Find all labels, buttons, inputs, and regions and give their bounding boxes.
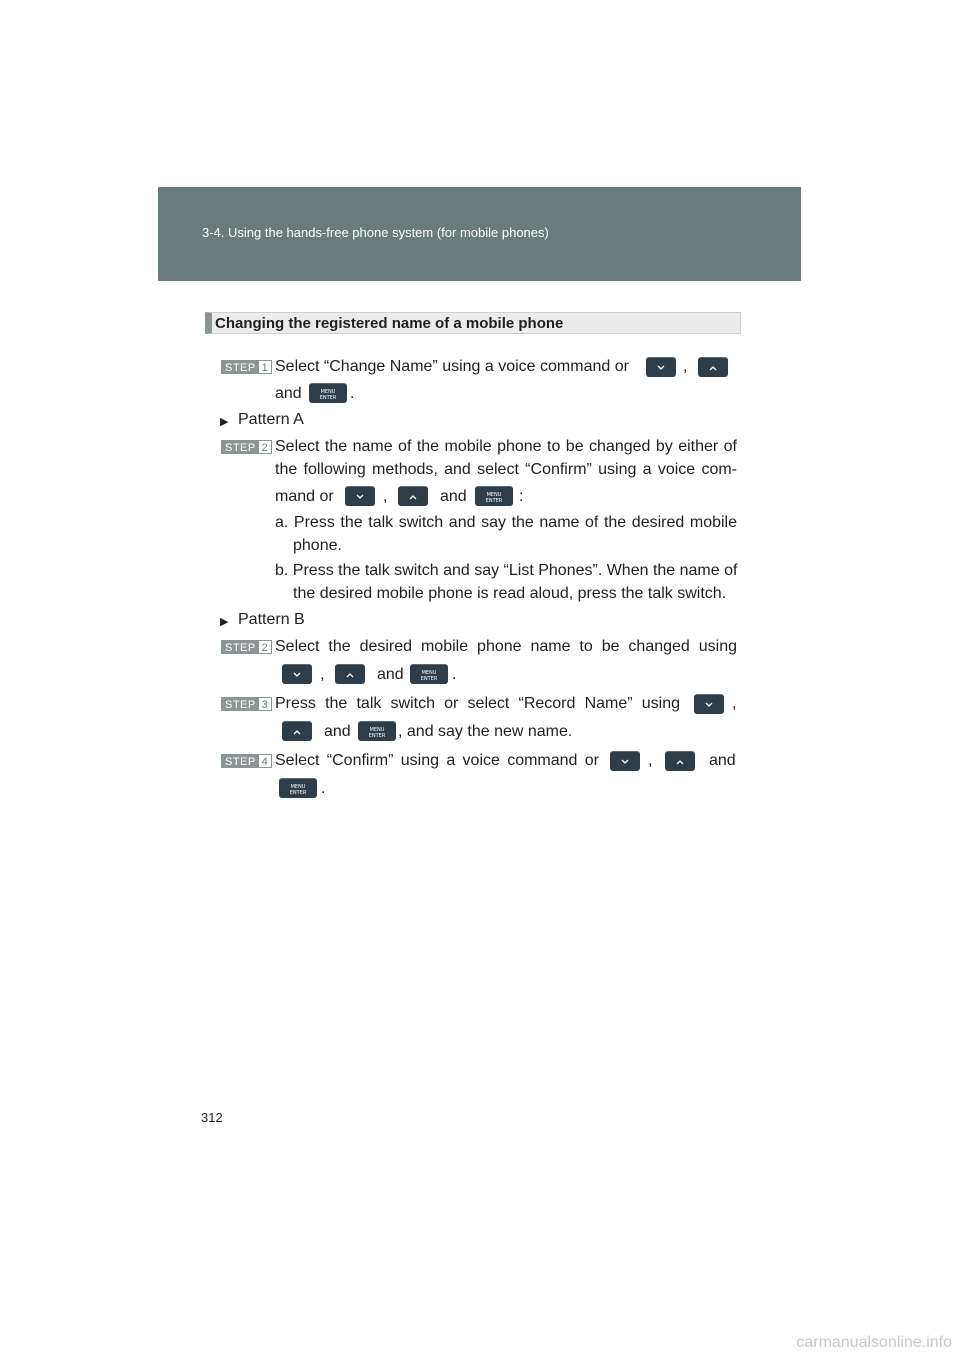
up-button[interactable] xyxy=(398,486,428,506)
and-word: and xyxy=(324,723,351,740)
pattern-bullet-icon: ▶ xyxy=(220,616,229,628)
step-word: STEP xyxy=(222,441,259,453)
comma: , xyxy=(683,358,688,375)
step-number: 3 xyxy=(259,698,271,710)
watermark: carmanualsonline.info xyxy=(796,1334,952,1351)
section-title: Changing the registered name of a mobile phone xyxy=(215,315,564,332)
up-button[interactable] xyxy=(335,664,365,684)
down-button[interactable] xyxy=(345,486,375,506)
menu-label: MENU xyxy=(369,727,385,733)
option-b-line1: b. Press the talk switch and say “List Phones”. When the name of xyxy=(275,562,738,579)
menu-label: MENU xyxy=(320,389,336,395)
section-title-bar xyxy=(205,312,741,334)
menu-enter-icon xyxy=(279,779,317,799)
menu-enter-icon xyxy=(358,722,396,742)
enter-label: ENTER xyxy=(485,498,503,504)
step-word: STEP xyxy=(222,755,259,767)
comma: , xyxy=(648,752,653,769)
and-word: and xyxy=(709,752,736,769)
down-button[interactable] xyxy=(282,664,312,684)
menu-enter-icon xyxy=(309,384,347,404)
chevron-down-icon xyxy=(646,358,676,378)
enter-label: ENTER xyxy=(289,790,307,796)
comma: , xyxy=(732,695,737,712)
chevron-down-icon xyxy=(282,665,312,685)
chevron-down-icon xyxy=(610,752,640,772)
step2b-text: Select the desired mobile phone name to be changed using xyxy=(275,638,737,655)
menu-enter-icon xyxy=(475,487,513,507)
chevron-up-icon xyxy=(335,665,365,685)
comma: , xyxy=(320,666,325,683)
colon: : xyxy=(519,488,524,505)
menu-label: MENU xyxy=(290,784,306,790)
and-word: and xyxy=(377,666,404,683)
chevron-up-icon xyxy=(698,358,728,378)
chevron-down-icon xyxy=(694,695,724,715)
chevron-up-icon xyxy=(398,487,428,507)
step3-text: Press the talk switch or select “Record Name” using xyxy=(275,695,680,712)
chevron-up-icon xyxy=(282,722,312,742)
chapter-header xyxy=(158,187,801,281)
option-a-line2: phone. xyxy=(293,537,342,554)
menu-enter-button[interactable] xyxy=(358,721,396,741)
chevron-down-icon xyxy=(345,487,375,507)
down-button[interactable] xyxy=(610,751,640,771)
step2a-line2: the following methods, and select “Confirm” using a voice com- xyxy=(275,461,737,478)
menu-label: MENU xyxy=(421,670,437,676)
chapter-title: 3-4. Using the hands-free phone system (for mobile phones) xyxy=(202,225,549,240)
up-button[interactable] xyxy=(698,357,728,377)
step-badge-4 xyxy=(221,754,272,768)
step3-rest: , and say the new name. xyxy=(398,723,573,740)
period: . xyxy=(321,780,326,797)
page-number: 312 xyxy=(201,1110,223,1125)
step-number: 4 xyxy=(259,755,271,767)
up-button[interactable] xyxy=(282,721,312,741)
menu-enter-button[interactable] xyxy=(279,778,317,798)
up-button[interactable] xyxy=(665,751,695,771)
down-button[interactable] xyxy=(694,694,724,714)
comma: , xyxy=(383,488,388,505)
menu-enter-button[interactable] xyxy=(475,486,513,506)
and-word: and xyxy=(275,385,302,402)
step-word: STEP xyxy=(222,361,259,373)
step-number: 2 xyxy=(259,441,271,453)
step2a-line1: Select the name of the mobile phone to be changed by either of xyxy=(275,438,737,455)
option-b-line2: the desired mobile phone is read aloud, press the talk switch. xyxy=(293,585,727,602)
menu-label: MENU xyxy=(486,492,502,498)
step-number: 1 xyxy=(259,361,271,373)
step-number: 2 xyxy=(259,641,271,653)
step-badge-3 xyxy=(221,697,272,711)
step-badge-2b xyxy=(221,640,272,654)
enter-label: ENTER xyxy=(319,395,337,401)
step4-text: Select “Confirm” using a voice command or xyxy=(275,752,599,769)
step-badge-2a xyxy=(221,440,272,454)
enter-label: ENTER xyxy=(368,733,386,739)
step1-text: Select “Change Name” using a voice command or xyxy=(275,358,629,375)
chevron-up-icon xyxy=(665,752,695,772)
step-badge-1 xyxy=(221,360,272,374)
and-word: and xyxy=(440,488,467,505)
pattern-a-label: Pattern A xyxy=(238,411,304,428)
menu-enter-button[interactable] xyxy=(410,664,448,684)
pattern-b-label: Pattern B xyxy=(238,611,305,628)
enter-label: ENTER xyxy=(420,676,438,682)
menu-enter-icon xyxy=(410,665,448,685)
down-button[interactable] xyxy=(646,357,676,377)
step2a-line3: mand or xyxy=(275,488,334,505)
step-word: STEP xyxy=(222,641,259,653)
step-word: STEP xyxy=(222,698,259,710)
menu-enter-button[interactable] xyxy=(309,383,347,403)
option-a-line1: a. Press the talk switch and say the name of the desired mobile xyxy=(275,514,737,531)
period: . xyxy=(350,385,355,402)
pattern-bullet-icon: ▶ xyxy=(220,416,229,428)
period: . xyxy=(452,666,457,683)
